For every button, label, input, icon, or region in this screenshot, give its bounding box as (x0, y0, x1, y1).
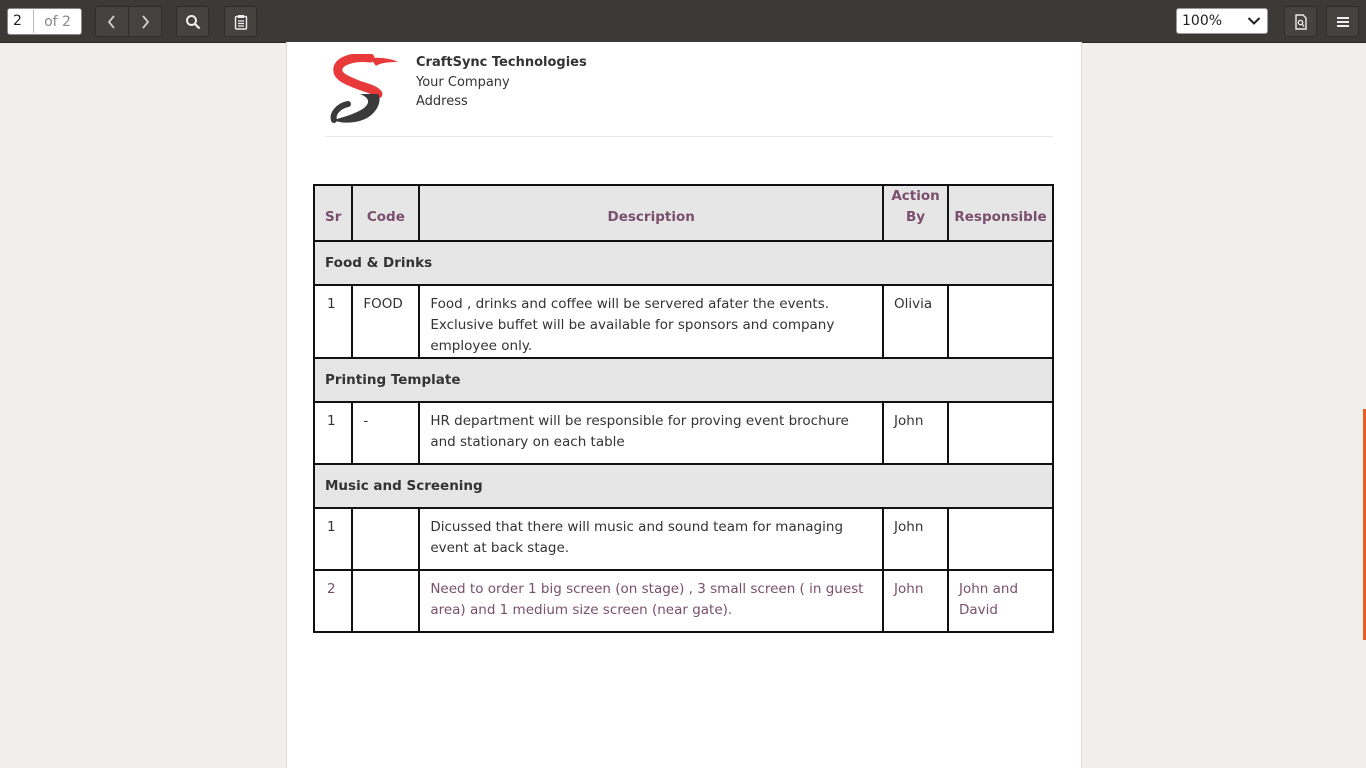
table-row (314, 508, 1053, 570)
page-number-box (7, 8, 82, 35)
cell-sr: 1 (314, 508, 352, 570)
cell-action-by: John (883, 570, 948, 632)
table-row (314, 402, 1053, 464)
cell-description: Food , drinks and coffee will be servered afater the events. Exclusive buffet will be available for sponsors and company employee only. (419, 285, 883, 358)
search-button[interactable] (176, 6, 209, 37)
previous-page-button[interactable] (96, 7, 128, 36)
company-line-2: Your Company (416, 74, 510, 90)
chevron-down-icon (1241, 16, 1267, 26)
zoom-value: 100% (1182, 13, 1223, 29)
zoom-select[interactable] (1176, 8, 1268, 34)
company-name: CraftSync Technologies (416, 55, 587, 70)
clipboard-icon (234, 14, 248, 30)
next-page-button[interactable] (128, 7, 161, 36)
cell-responsible: John and David (948, 570, 1053, 632)
cell-action-by: Olivia (883, 285, 948, 358)
annotations-button[interactable] (224, 6, 257, 37)
section-row-food (314, 241, 1053, 285)
page-nav-group (95, 6, 162, 37)
cell-code (352, 508, 419, 570)
menu-button[interactable] (1326, 6, 1359, 37)
cell-description: Need to order 1 big screen (on stage) , 3 small screen ( in guest area) and 1 medium size screen (near gate). (419, 570, 883, 632)
cell-responsible (948, 402, 1053, 464)
hamburger-menu-icon (1336, 16, 1350, 28)
cell-sr: 2 (314, 570, 352, 632)
page-number-input[interactable]: 2 (8, 10, 34, 33)
document-properties-button[interactable] (1284, 6, 1317, 37)
cell-code (352, 570, 419, 632)
chevron-left-icon (107, 15, 117, 29)
header-divider (325, 136, 1053, 137)
col-header-description: Description (419, 185, 883, 241)
cell-responsible (948, 508, 1053, 570)
table-row (314, 285, 1053, 358)
section-title: Food & Drinks (314, 241, 1053, 285)
minutes-table (313, 184, 1054, 633)
table-header-row (314, 185, 1053, 241)
cell-code: FOOD (352, 285, 419, 358)
company-logo (330, 54, 402, 126)
cell-sr: 1 (314, 402, 352, 464)
section-title: Printing Template (314, 358, 1053, 402)
chevron-right-icon (140, 15, 150, 29)
cell-responsible (948, 285, 1053, 358)
page-total-label: of 2 (44, 13, 71, 30)
cell-sr: 1 (314, 285, 352, 358)
section-row-music (314, 464, 1053, 508)
cell-action-by: John (883, 508, 948, 570)
col-header-action-by: Action By (883, 185, 948, 241)
cell-description: Dicussed that there will music and sound team for managing event at back stage. (419, 508, 883, 570)
cell-description: HR department will be responsible for proving event brochure and stationary on each table (419, 402, 883, 464)
document-search-icon (1294, 14, 1308, 30)
section-row-printing (314, 358, 1053, 402)
table-row (314, 570, 1053, 632)
search-icon (185, 14, 201, 30)
col-header-sr: Sr (314, 185, 352, 241)
company-address: Address (416, 94, 468, 109)
col-header-responsible: Responsible (948, 185, 1053, 241)
pdf-toolbar (0, 0, 1366, 43)
col-header-code: Code (352, 185, 419, 241)
company-info (416, 53, 587, 112)
cell-action-by: John (883, 402, 948, 464)
cell-code: - (352, 402, 419, 464)
section-title: Music and Screening (314, 464, 1053, 508)
